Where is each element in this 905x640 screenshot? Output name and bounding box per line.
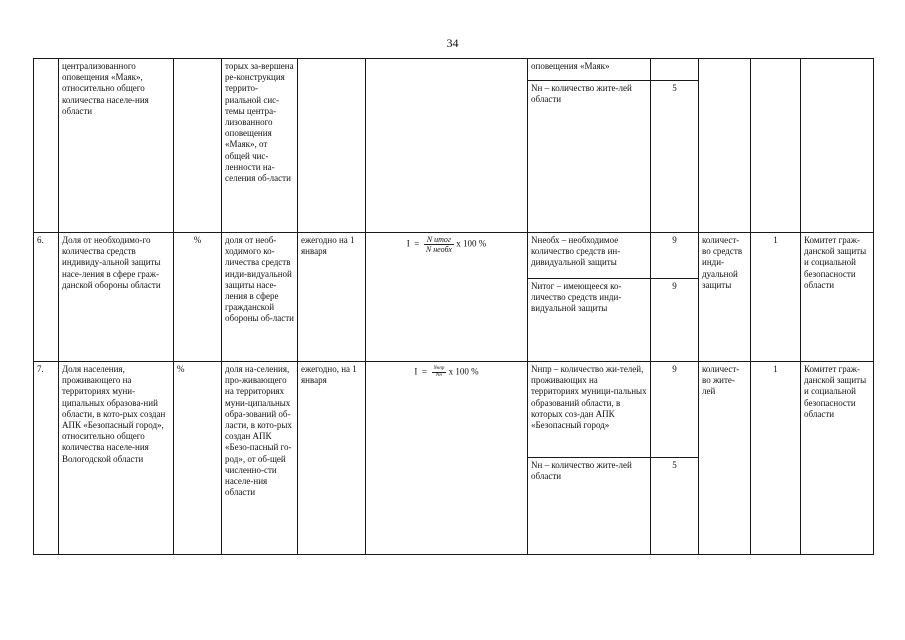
row-number-cell <box>34 59 59 233</box>
variable-cell: Nн – количество жите-лей области <box>528 458 651 555</box>
table-row <box>34 233 874 279</box>
formula-numerator: Nнпр <box>433 366 445 371</box>
formula-equals: = <box>421 366 427 377</box>
formula-cell <box>366 362 528 555</box>
formula-denominator: Nн <box>436 373 442 378</box>
period-cell <box>298 59 366 233</box>
period-cell: ежегодно, на 1 января <box>298 362 366 555</box>
indicator-name-cell: централизованного оповещения «Маяк», относительно общего количества населе-ния области <box>59 59 174 233</box>
page-number: 34 <box>446 36 459 50</box>
indicators-table <box>33 58 874 555</box>
variable-source-cell <box>651 59 699 81</box>
formula-numerator: N итог <box>424 235 454 245</box>
formula-tail: x 100 % <box>456 238 487 249</box>
table-row <box>34 362 874 458</box>
unit-cell: % <box>174 233 222 362</box>
method-cell: 1 <box>751 233 801 362</box>
definition-cell: торых за-вершена ре-конструкция террито-риальной сис-темы центра-лизованного оповещения «Маяк», от общей чис-ленности на-селения об-ласти <box>222 59 298 233</box>
variable-cell: Nнеобх – необходимое количество средств ин-дивидуальной защиты <box>528 233 651 279</box>
variable-cell: оповещения «Маяк» <box>528 59 651 81</box>
definition-cell: доля от необ-ходимого ко-личества средств инди-видуальной защиты насе-ления в сфере гражданской обороны об-ласти <box>222 233 298 362</box>
method-cell: 1 <box>751 362 801 555</box>
formula-lhs: I <box>406 238 410 249</box>
row-number-cell: 7. <box>34 362 59 555</box>
formula-fraction <box>432 366 447 379</box>
formula-cell <box>366 59 528 233</box>
unit-cell <box>174 59 222 233</box>
table-row <box>34 59 874 81</box>
responsible-cell <box>801 59 874 233</box>
formula-fraction <box>424 235 454 254</box>
formula-denominator: N необх <box>425 245 452 254</box>
variable-source-cell: 5 <box>651 81 699 233</box>
method-cell <box>751 59 801 233</box>
definition-cell: доля на-селения, про-живающего на территориях муни-ципальных обра-зований об-ласти, в кото-рых создан АПК «Безо-пасный го-род», от об-щей численно-сти населе-ния области <box>222 362 298 555</box>
unit-cell: % <box>174 362 222 555</box>
variable-source-cell: 9 <box>651 233 699 279</box>
formula-lhs: I <box>414 366 418 377</box>
period-cell: ежегодно на 1 января <box>298 233 366 362</box>
basic-indicator-cell: количест-во жите-лей <box>699 362 751 555</box>
variable-cell: Nитог – имеющееся ко-личество средств инди-видуальной защиты <box>528 279 651 362</box>
variable-cell: Nн – количество жите-лей области <box>528 81 651 233</box>
variable-source-cell: 9 <box>651 362 699 458</box>
variable-cell: Nнпр – количество жи-телей, проживающих на территориях муници-пальных образований области, в которых соз-дан АПК «Безопасный город» <box>528 362 651 458</box>
indicator-name-cell: Доля от необходимо-го количества средств индивиду-альной защиты насе-ления в сфере граж-данской обороны области <box>59 233 174 362</box>
responsible-cell: Комитет граж-данской защиты и социальной безопасности области <box>801 362 874 555</box>
variable-source-cell: 9 <box>651 279 699 362</box>
formula-tail: x 100 % <box>448 366 479 377</box>
basic-indicator-cell <box>699 59 751 233</box>
row-number-cell: 6. <box>34 233 59 362</box>
indicator-name-cell: Доля населения, проживающего на территориях муни-ципальных образова-ний области, в кото-рых создан АПК «Безопасный город», относительно общего количества населе-ния Вологодской области <box>59 362 174 555</box>
variable-source-cell: 5 <box>651 458 699 555</box>
responsible-cell: Комитет граж-данской защиты и социальной безопасности области <box>801 233 874 362</box>
basic-indicator-cell: количест-во средств инди-дуальной защиты <box>699 233 751 362</box>
formula-cell <box>366 233 528 362</box>
formula-equals: = <box>414 238 420 249</box>
